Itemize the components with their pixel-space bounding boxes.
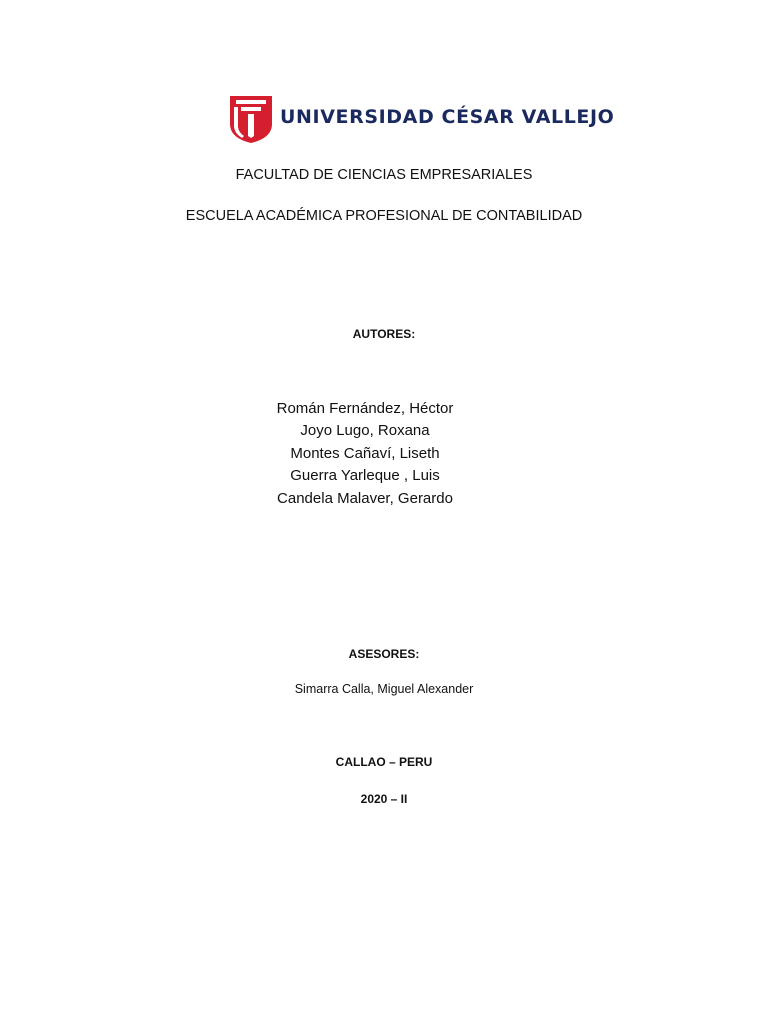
university-name: UNIVERSIDAD CÉSAR VALLEJO bbox=[280, 106, 615, 128]
authors-heading: AUTORES: bbox=[352, 327, 416, 341]
school-title: ESCUELA ACADÉMICA PROFESIONAL DE CONTABILIDAD bbox=[185, 208, 583, 224]
author-name: Román Fernández, Héctor bbox=[276, 400, 454, 417]
author-name: Guerra Yarleque , Luis bbox=[290, 467, 440, 485]
advisors-heading: ASESORES: bbox=[348, 647, 420, 661]
author-name: Montes Cañaví, Liseth bbox=[290, 444, 440, 462]
shield-icon bbox=[228, 94, 274, 144]
advisor-name: Simarra Calla, Miguel Alexander bbox=[294, 682, 474, 696]
place-label: CALLAO – PERU bbox=[335, 755, 433, 769]
year-label: 2020 – II bbox=[360, 792, 408, 806]
faculty-title: FACULTAD DE CIENCIAS EMPRESARIALES bbox=[235, 167, 533, 183]
author-name: Candela Malaver, Gerardo bbox=[277, 489, 453, 507]
university-logo bbox=[228, 94, 615, 144]
author-name: Joyo Lugo, Roxana bbox=[300, 422, 430, 440]
authors-list bbox=[250, 398, 480, 510]
